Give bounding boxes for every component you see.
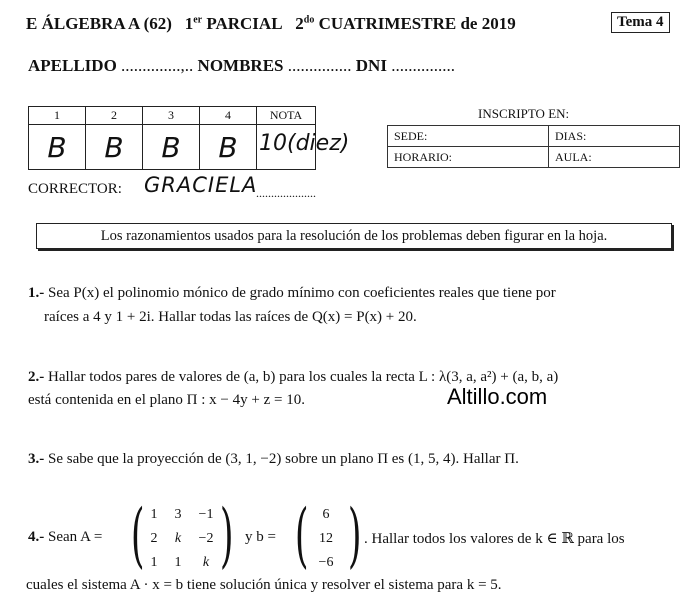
matrix-cell: 1 xyxy=(150,555,158,570)
matrix-cell: −1 xyxy=(198,507,214,522)
vector-cell: 6 xyxy=(322,507,330,522)
problem-2-line-1: Hallar todos pares de valores de (a, b) para los cuales la recta L : λ(3, a, a²) + (a, b, a) xyxy=(48,369,559,385)
dni-blank[interactable]: ............... xyxy=(391,56,455,75)
problem-3-number: 3.- xyxy=(28,451,45,467)
matrix-cell: 3 xyxy=(174,507,182,522)
grade-header: 1 xyxy=(29,107,86,125)
problem-1-number: 1.- xyxy=(28,285,45,301)
grade-value: B xyxy=(29,125,86,170)
vector-b xyxy=(308,507,344,571)
problem-4-yb: y b = xyxy=(245,529,276,545)
matrix-right-paren: ) xyxy=(219,494,234,576)
instructions-note: Los razonamientos usados para la resolución de los problemas deben figurar en la hoja. xyxy=(36,223,672,249)
problem-1-line-2: raíces a 4 y 1 + 2i. Hallar todas las raíces de Q(x) = P(x) + 20. xyxy=(44,309,417,325)
dias-cell[interactable]: DIAS: xyxy=(549,126,680,147)
matrix-cell: 1 xyxy=(174,555,182,570)
apellido-blank[interactable]: ..............,.. xyxy=(121,56,194,75)
grade-value: B xyxy=(143,125,200,170)
problem-1 xyxy=(28,285,556,302)
problem-3 xyxy=(28,451,519,468)
problem-4-line-2: cuales el sistema A · x = b tiene solución única y resolver el sistema para k = 5. xyxy=(26,577,502,593)
exam-number-sup: er xyxy=(193,14,203,26)
matrix-left-paren: ( xyxy=(130,494,145,576)
grades-table xyxy=(28,106,350,170)
matrix-cell: k xyxy=(174,531,182,546)
vector-left-paren: ( xyxy=(294,494,309,576)
matrix-cell: −2 xyxy=(198,531,214,546)
apellido-label: APELLIDO xyxy=(28,56,117,75)
grade-value-nota xyxy=(257,125,350,170)
problem-4-sean: Sean A = xyxy=(48,529,103,545)
exam-word: PARCIAL xyxy=(206,14,283,33)
term-word: CUATRIMESTRE de 2019 xyxy=(318,14,516,33)
watermark: Altillo.com xyxy=(447,384,548,409)
fields-line xyxy=(28,56,455,76)
vector-right-paren: ) xyxy=(347,494,362,576)
exam-header xyxy=(26,14,516,34)
nota-handwritten: 10(diez) xyxy=(259,131,350,156)
grade-value: B xyxy=(200,125,257,170)
problem-4-intro xyxy=(28,529,102,546)
corrector-dots: .................... xyxy=(256,186,316,200)
problem-3-line-1: Se sabe que la proyección de (3, 1, −2) sobre un plano Π es (1, 5, 4). Hallar Π. xyxy=(48,451,519,467)
nombres-blank[interactable]: ............... xyxy=(287,56,352,75)
vector-cell: 12 xyxy=(319,531,333,546)
term-number-sup: do xyxy=(303,14,315,26)
vector-cell: −6 xyxy=(318,555,334,570)
matrix-cell: k xyxy=(202,555,210,570)
inscripto-title: INSCRIPTO EN: xyxy=(478,106,570,121)
matrix-cell: 1 xyxy=(150,507,158,522)
grade-value: B xyxy=(86,125,143,170)
inscripto-table xyxy=(387,125,680,168)
corrector-line xyxy=(28,181,122,198)
nombres-label: NOMBRES xyxy=(197,56,284,75)
grade-header: 2 xyxy=(86,107,143,125)
grade-header: 4 xyxy=(200,107,257,125)
problem-1-line-1: Sea P(x) el polinomio mónico de grado mínimo con coeficientes reales que tiene por xyxy=(48,285,556,301)
course-title: E ÁLGEBRA A (62) xyxy=(26,14,172,33)
matrix-a xyxy=(143,507,221,571)
corrector-label: CORRECTOR: xyxy=(28,181,122,197)
problem-2-line-2: está contenida en el plano Π : x − 4y + z = 10. xyxy=(28,392,305,408)
sede-cell[interactable]: SEDE: xyxy=(388,126,549,147)
grade-header-nota: NOTA xyxy=(257,107,316,125)
grades-value-row xyxy=(29,125,316,170)
matrix-cell: 2 xyxy=(150,531,158,546)
corrector-name: GRACIELA xyxy=(144,173,258,197)
grade-header: 3 xyxy=(143,107,200,125)
tema-box: Tema 4 xyxy=(611,12,670,33)
term-number: 2 xyxy=(295,14,304,33)
grades-header-row xyxy=(29,107,316,125)
aula-cell[interactable]: AULA: xyxy=(549,147,680,168)
problem-2-number: 2.- xyxy=(28,369,45,385)
horario-cell[interactable]: HORARIO: xyxy=(388,147,549,168)
dni-label: DNI xyxy=(355,56,387,75)
exam-number: 1 xyxy=(184,14,194,33)
problem-4-tail: . Hallar todos los valores de k ∈ ℝ para los xyxy=(364,531,625,547)
problem-4-number: 4.- xyxy=(28,529,45,545)
